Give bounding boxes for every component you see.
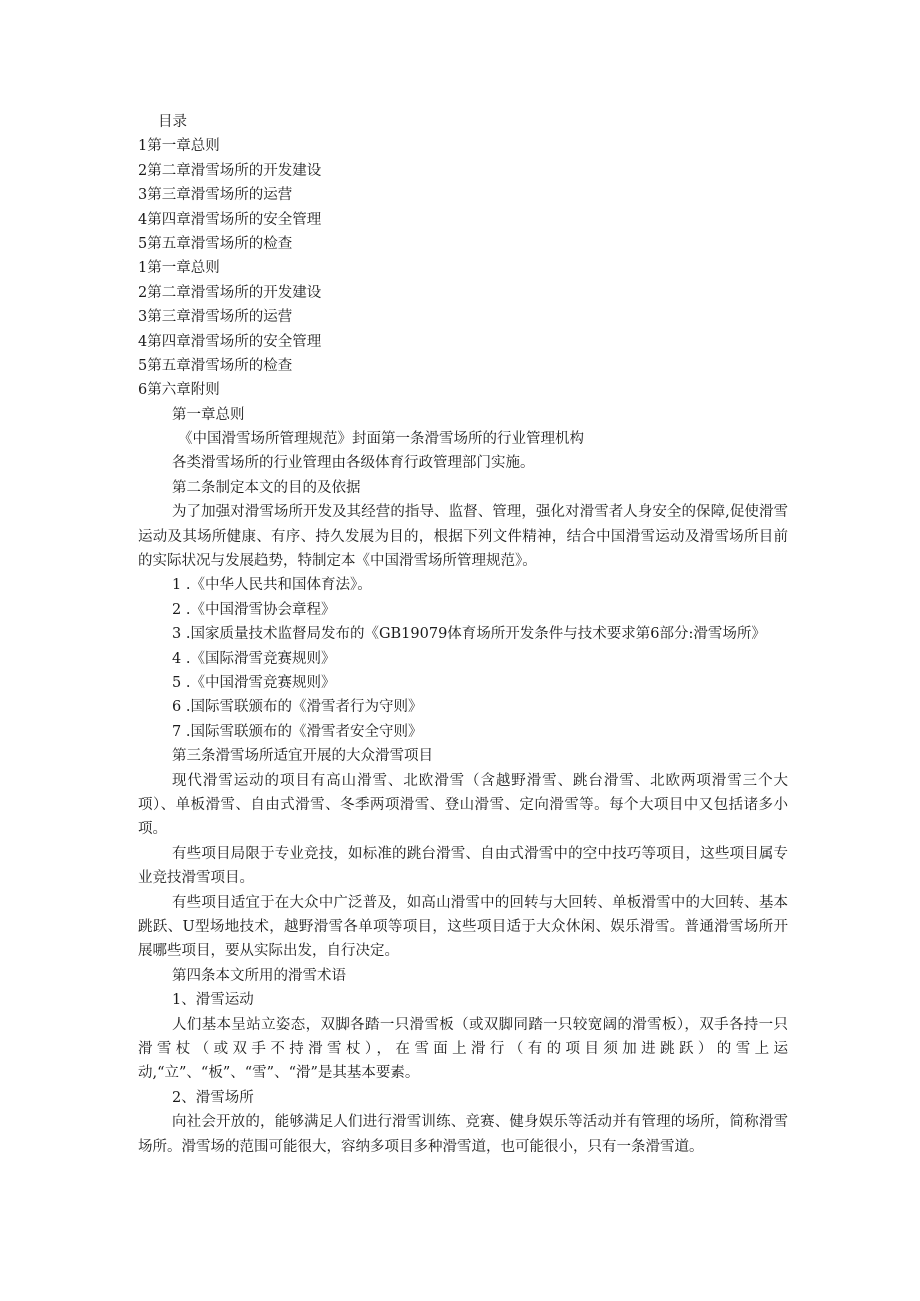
toc-item[interactable]: 4第四章滑雪场所的安全管理 xyxy=(138,211,322,228)
term-heading: 1、滑雪运动 xyxy=(172,992,254,1009)
paragraph: 有些项目适宜于在大众中广泛普及，如高山滑雪中的回转与大回转、单板滑雪中的大回转、基本跳跃、U型场地技术，越野滑雪各单项等项目，这些项目适于大众休闲、娱乐滑雪。普通滑雪场所开展哪些项目，要从实际出发，自行决定。 xyxy=(138,894,788,960)
toc-list xyxy=(138,134,788,402)
paragraph: 有些项目局限于专业竞技，如标准的跳台滑雪、自由式滑雪中的空中技巧等项目，这些项目属专业竞技滑雪项目。 xyxy=(138,845,788,887)
article-heading: 第三条滑雪场所适宜开展的大众滑雪项目 xyxy=(172,748,433,765)
toc-item[interactable]: 5第五章滑雪场所的检查 xyxy=(138,235,293,252)
paragraph: 为了加强对滑雪场所开发及其经营的指导、监督、管理，强化对滑雪者人身安全的保障,促使滑雪运动及其场所健康、有序、持久发展为目的，根据下列文件精神，结合中国滑雪运动及滑雪场所目前的实际状况与发展趋势，特制定本《中国滑雪场所管理规范》。 xyxy=(138,504,788,570)
reference-item: 5 .《中国滑雪竞赛规则》 xyxy=(172,675,336,692)
paragraph: 现代滑雪运动的项目有高山滑雪、北欧滑雪（含越野滑雪、跳台滑雪、北欧两项滑雪三个大项）、单板滑雪、自由式滑雪、冬季两项滑雪、登山滑雪、定向滑雪等。每个大项目中又包括诸多小项。 xyxy=(138,772,788,838)
reference-item: 4 .《国际滑雪竞赛规则》 xyxy=(172,650,336,667)
reference-item: 3 .国家质量技术监督局发布的《GB19079体育场所开发条件与技术要求第6部分:滑雪场所》 xyxy=(172,626,766,643)
chapter-heading: 第一章总则 xyxy=(172,406,245,423)
toc-item[interactable]: 1第一章总则 xyxy=(138,138,220,155)
toc-item[interactable]: 2第二章滑雪场所的开发建设 xyxy=(138,284,322,301)
toc-item[interactable]: 5第五章滑雪场所的检查 xyxy=(138,357,293,374)
article-heading: 第四条本文所用的滑雪术语 xyxy=(172,967,346,984)
toc-item[interactable]: 1第一章总则 xyxy=(138,260,220,277)
reference-item: 1 .《中华人民共和国体育法》。 xyxy=(172,577,372,594)
toc-item[interactable]: 3第三章滑雪场所的运营 xyxy=(138,309,293,326)
toc-item[interactable]: 6第六章附则 xyxy=(138,382,220,399)
term-heading: 2、滑雪场所 xyxy=(172,1089,254,1106)
article-heading: 第二条制定本文的目的及依据 xyxy=(172,479,361,496)
toc-item[interactable]: 4第四章滑雪场所的安全管理 xyxy=(138,333,322,350)
paragraph: 人们基本呈站立姿态，双脚各踏一只滑雪板（或双脚同踏一只较宽阔的滑雪板），双手各持一只滑雪杖（或双手不持滑雪杖），在雪面上滑行（有的项目须加进跳跃）的雪上运动,“立”、“板”、“雪”、“滑”是其基本要素。 xyxy=(138,1016,788,1082)
cover-line: 《中国滑雪场所管理规范》封面第一条滑雪场所的行业管理机构 xyxy=(178,431,584,448)
reference-item: 2 .《中国滑雪协会章程》 xyxy=(172,601,336,618)
paragraph: 各类滑雪场所的行业管理由各级体育行政管理部门实施。 xyxy=(172,455,535,472)
paragraph: 向社会开放的，能够满足人们进行滑雪训练、竞赛、健身娱乐等活动并有管理的场所，简称滑雪场所。滑雪场的范围可能很大，容纳多项目多种滑雪道，也可能很小，只有一条滑雪道。 xyxy=(138,1114,788,1155)
reference-item: 7 .国际雪联颁布的《滑雪者安全守则》 xyxy=(172,723,423,740)
toc-item[interactable]: 2第二章滑雪场所的开发建设 xyxy=(138,162,322,179)
toc-title: 目录 xyxy=(158,114,187,130)
toc-item[interactable]: 3第三章滑雪场所的运营 xyxy=(138,187,293,204)
reference-list xyxy=(138,573,788,744)
document-content xyxy=(138,110,788,1159)
reference-item: 6 .国际雪联颁布的《滑雪者行为守则》 xyxy=(172,699,423,716)
